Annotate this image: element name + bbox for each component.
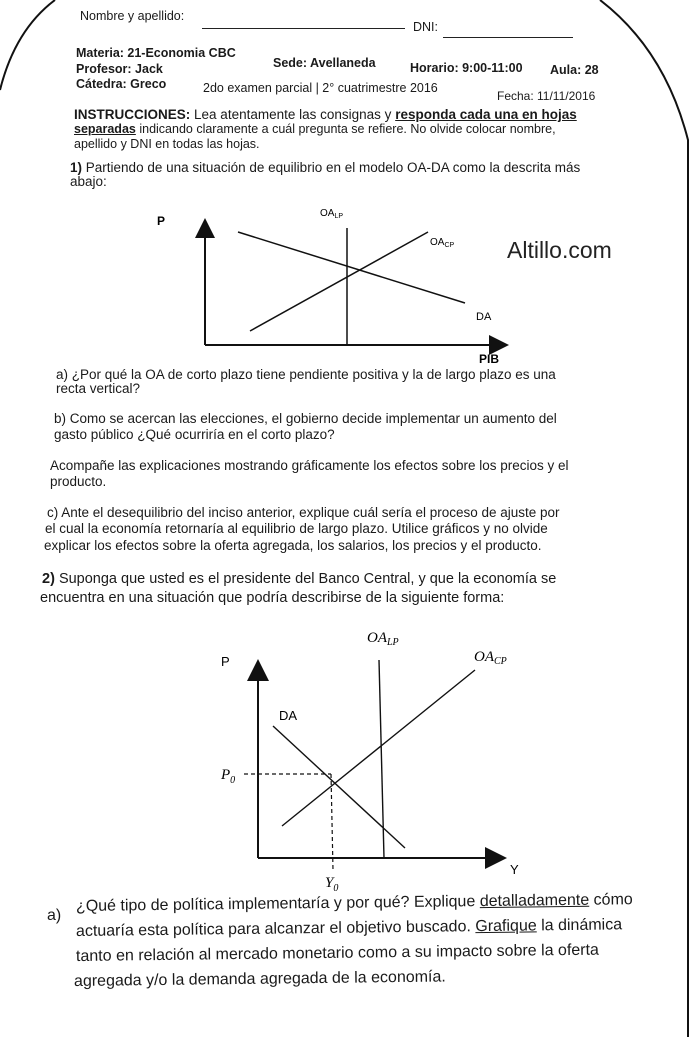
q2-y0-guide bbox=[331, 774, 333, 870]
q2-a-label: a) bbox=[47, 907, 62, 924]
q2-oa-cp-label: $OA_{CP}$ bbox=[474, 649, 507, 667]
q2-a-underlined-1: detalladamente bbox=[479, 891, 590, 911]
q1-accompany-line-1: Acompañe las explicaciones mostrando gráficamente los efectos sobre los precios y el bbox=[50, 458, 569, 473]
q1-intro-line-2: abajo: bbox=[70, 174, 107, 189]
exam-info: 2do examen parcial | 2° cuatrimestre 2016 bbox=[203, 81, 438, 95]
materia: Materia: 21-Economia CBC bbox=[76, 46, 236, 60]
catedra: Cátedra: Greco bbox=[76, 77, 167, 91]
q1-c-line-3: explicar los efectos sobre la oferta agregada, los salarios, los precios y el producto. bbox=[44, 538, 542, 553]
q2-y0-label: $Y_0$ bbox=[325, 875, 339, 894]
q1-b-line-1: b) Como se acercan las elecciones, el gobierno decide implementar un aumento del bbox=[54, 411, 557, 426]
q2-number: 2) bbox=[42, 571, 55, 587]
q2-p0-label: $P_0$ bbox=[221, 767, 236, 786]
q2-oa-lp-label: $OA_{LP}$ bbox=[367, 630, 399, 648]
q1-intro-text: Partiendo de una situación de equilibrio en el modelo OA-DA como la descrita más bbox=[85, 160, 581, 175]
instructions-line-3: apellido y DNI en todas las hojas. bbox=[74, 137, 260, 151]
q1-b-line-2: gasto público ¿Qué ocurriría en el corto plazo? bbox=[54, 427, 335, 442]
q1-da-label: DA bbox=[476, 311, 492, 323]
q1-accompany-line-2: producto. bbox=[50, 474, 107, 489]
q1-x-axis-label: PIB bbox=[479, 352, 500, 366]
q2-text-1: Suponga que usted es el presidente del Banco Central, y que la economía se bbox=[58, 571, 557, 587]
q1-a-line-2: recta vertical? bbox=[56, 381, 141, 396]
q2-y-axis-label: P bbox=[221, 654, 230, 669]
instructions-emphasis-2: separadas bbox=[74, 122, 136, 136]
q2-a-text-1-end: cómo bbox=[593, 891, 633, 909]
q1-number: 1) bbox=[70, 160, 83, 175]
q1-a-line-1: a) ¿Por qué la OA de corto plazo tiene pendiente positiva y la de largo plazo es una bbox=[56, 367, 556, 382]
q1-y-axis-label: P bbox=[157, 214, 166, 228]
q2-a-line-3: tanto en relación al mercado monetario como a su impacto sobre la oferta bbox=[75, 941, 600, 965]
q1-oa-lp-label: $OA_{LP}$ bbox=[320, 208, 344, 220]
profesor: Profesor: Jack bbox=[76, 62, 163, 76]
instructions-emphasis-1: responda cada una en hojas bbox=[395, 107, 577, 122]
q2-a-text-1: ¿Qué tipo de política implementaría y por qué? Explique bbox=[75, 893, 476, 915]
dni-label: DNI: bbox=[413, 20, 438, 34]
q2-a-line-4: agregada y/o la demanda agregada de la economía. bbox=[73, 968, 446, 990]
horario: Horario: 9:00-11:00 bbox=[410, 61, 523, 75]
aula: Aula: 28 bbox=[550, 63, 599, 77]
fecha: Fecha: 11/11/2016 bbox=[497, 89, 596, 103]
q1-c-line-2: el cual la economía retornaría al equilibrio de largo plazo. Utilice gráficos y no olvide bbox=[45, 521, 548, 536]
q2-a-text-2: actuaría esta política para alcanzar el objetivo buscado. bbox=[75, 918, 471, 940]
q2-a-underlined-2: Grafique bbox=[475, 917, 537, 936]
q2-line-2: encuentra en una situación que podría describirse de la siguiente forma: bbox=[40, 590, 505, 606]
q1-oa-cp-label: $OA_{CP}$ bbox=[430, 237, 455, 249]
instructions-text-1: Lea atentamente las consignas y bbox=[194, 107, 392, 122]
instructions-text-2: indicando claramente a cuál pregunta se refiere. No olvide colocar nombre, bbox=[139, 122, 556, 136]
q2-a-text-2-end: la dinámica bbox=[541, 916, 623, 935]
q2-oa-cp-line bbox=[282, 670, 475, 826]
q2-x-axis-label: Y bbox=[510, 862, 519, 877]
q2-da-line bbox=[273, 726, 405, 848]
name-label: Nombre y apellido: bbox=[80, 9, 185, 23]
sede: Sede: Avellaneda bbox=[273, 56, 376, 70]
q2-da-label: DA bbox=[279, 708, 298, 723]
watermark: Altillo.com bbox=[507, 237, 612, 263]
instructions-label: INSTRUCCIONES: bbox=[74, 107, 191, 122]
q1-c-line-1: c) Ante el desequilibrio del inciso anterior, explique cuál sería el proceso de ajuste por bbox=[47, 505, 560, 520]
